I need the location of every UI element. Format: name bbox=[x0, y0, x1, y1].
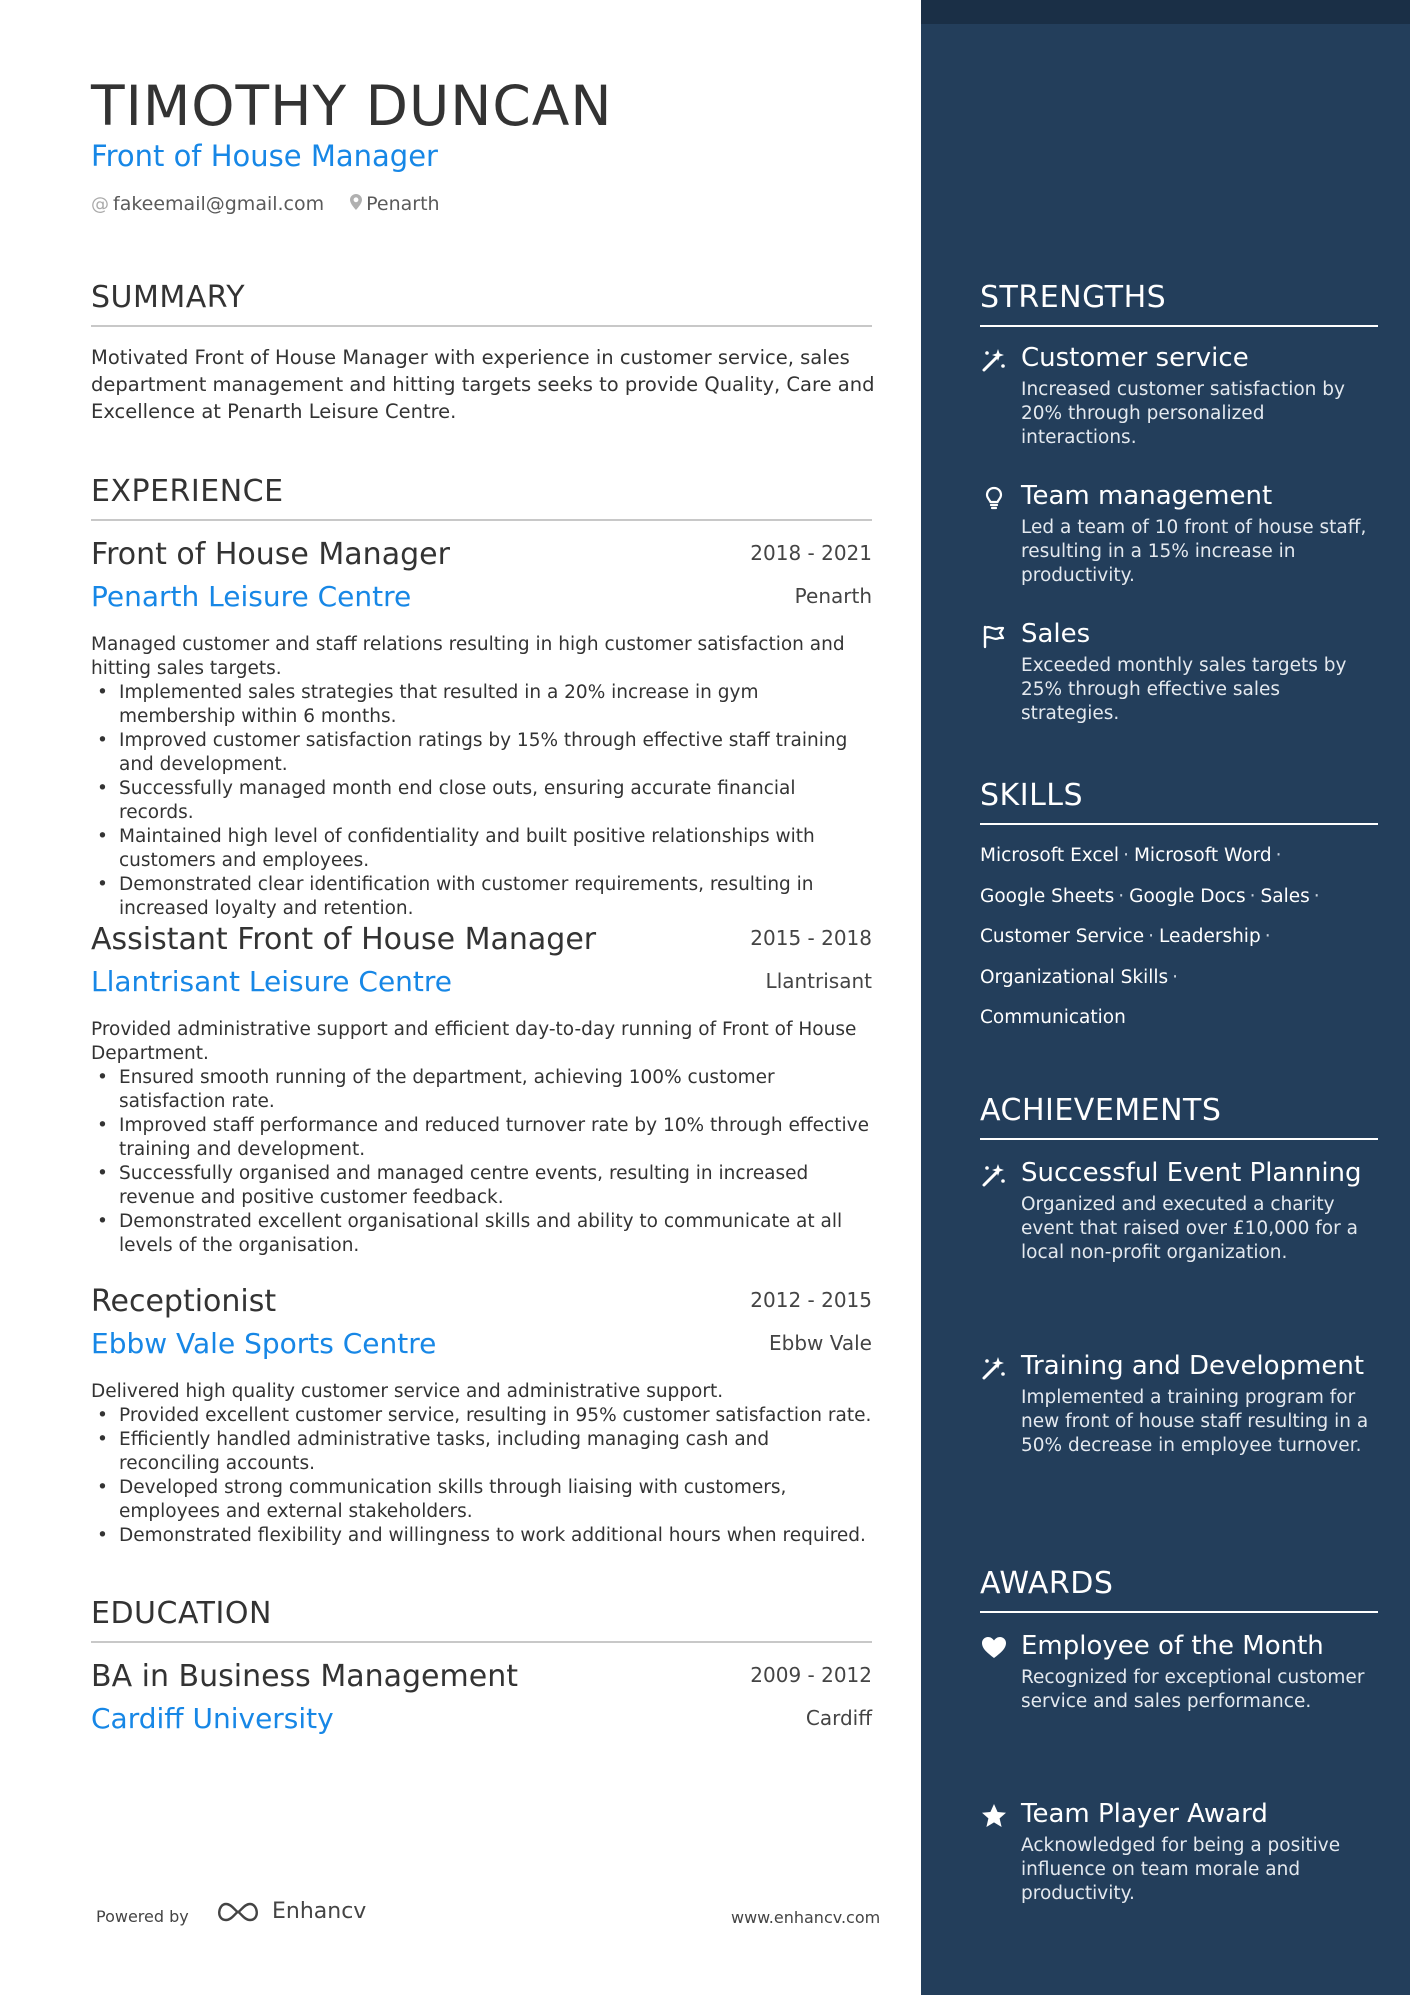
achievement-title: Successful Event Planning bbox=[1021, 1158, 1362, 1188]
list-item: • Maintained high level of confidentiality and built positive relationships with customers and employees. bbox=[91, 825, 872, 873]
job-location: Ebbw Vale bbox=[769, 1331, 872, 1355]
job-description: Provided administrative support and efficient day-to-day running of Front of House Department. bbox=[91, 1019, 857, 1064]
job-company: Ebbw Vale Sports Centre bbox=[91, 1327, 437, 1360]
skill-tag: Communication bbox=[980, 1007, 1126, 1028]
magic-wand-icon bbox=[980, 1354, 1008, 1382]
job-title: Assistant Front of House Manager bbox=[91, 922, 597, 957]
skill-separator: · bbox=[1118, 885, 1125, 907]
achievement-desc: Implemented a training program for new front of house staff resulting in a 50% decrease in employee turnover. bbox=[1021, 1387, 1369, 1456]
strength-item bbox=[980, 342, 1380, 450]
school-name: Cardiff University bbox=[91, 1702, 334, 1735]
location-text: Penarth bbox=[366, 193, 440, 215]
enhancv-logo[interactable] bbox=[214, 1899, 366, 1924]
list-item: • Demonstrated excellent organisational skills and ability to communicate at all levels of the organisation. bbox=[91, 1210, 872, 1258]
strength-title: Sales bbox=[1021, 619, 1091, 649]
job-entry bbox=[91, 1284, 872, 1548]
list-item: • Implemented sales strategies that resulted in a 20% increase in gym membership within 6 months. bbox=[91, 681, 872, 729]
skill-tag: Organizational Skills bbox=[980, 966, 1169, 988]
skill-separator: · bbox=[1313, 885, 1320, 907]
job-description: Managed customer and staff relations resulting in high customer satisfaction and hitting sales targets. bbox=[91, 634, 845, 679]
contact-line bbox=[91, 193, 440, 215]
achievements-heading: ACHIEVEMENTS bbox=[980, 1093, 1378, 1140]
job-title: Front of House Manager bbox=[91, 537, 450, 572]
job-company: Llantrisant Leisure Centre bbox=[91, 965, 453, 998]
strength-item bbox=[980, 480, 1380, 588]
job-company: Penarth Leisure Centre bbox=[91, 580, 412, 613]
job-bullets bbox=[91, 681, 872, 921]
job-dates: 2015 - 2018 bbox=[750, 926, 872, 950]
star-icon bbox=[980, 1802, 1008, 1830]
job-dates: 2012 - 2015 bbox=[750, 1288, 872, 1312]
list-item: • Developed strong communication skills through liaising with customers, employees and external stakeholders. bbox=[91, 1476, 872, 1524]
strength-desc: Increased customer satisfaction by 20% through personalized interactions. bbox=[1021, 379, 1345, 448]
list-item: • Successfully organised and managed centre events, resulting in increased revenue and positive customer feedback. bbox=[91, 1162, 872, 1210]
skill-tag: Sales bbox=[1260, 885, 1310, 907]
sidebar-content bbox=[921, 0, 1410, 1995]
award-title: Team Player Award bbox=[1021, 1799, 1268, 1829]
strength-item bbox=[980, 618, 1380, 726]
job-location: Penarth bbox=[794, 584, 872, 608]
skills-heading: SKILLS bbox=[980, 778, 1378, 825]
skill-separator: · bbox=[1172, 966, 1179, 988]
strengths-heading: STRENGTHS bbox=[980, 280, 1378, 327]
education-entry bbox=[91, 1659, 872, 1745]
job-entry bbox=[91, 537, 872, 921]
list-item: • Efficiently handled administrative tasks, including managing cash and reconciling accounts. bbox=[91, 1428, 872, 1476]
skill-tag: Customer Service bbox=[980, 926, 1145, 947]
job-location: Llantrisant bbox=[765, 969, 872, 993]
list-item: • Provided excellent customer service, resulting in 95% customer satisfaction rate. bbox=[91, 1404, 872, 1428]
lightbulb-icon bbox=[980, 484, 1008, 512]
achievement-title: Training and Development bbox=[1021, 1351, 1365, 1381]
skills-list bbox=[980, 836, 1378, 1039]
strength-desc: Led a team of 10 front of house staff, resulting in a 15% increase in productivity. bbox=[1021, 517, 1367, 586]
strength-title: Customer service bbox=[1021, 343, 1249, 373]
powered-by-label: Powered by bbox=[96, 1907, 189, 1926]
education-heading: EDUCATION bbox=[91, 1596, 872, 1643]
job-title: Receptionist bbox=[91, 1284, 277, 1319]
awards-heading: AWARDS bbox=[980, 1566, 1378, 1613]
experience-heading: EXPERIENCE bbox=[91, 474, 872, 521]
skill-tag: Microsoft Word bbox=[1133, 845, 1272, 866]
education-dates: 2009 - 2012 bbox=[750, 1663, 872, 1687]
list-item: • Demonstrated clear identification with customer requirements, resulting in increased loyalty and retention. bbox=[91, 873, 872, 921]
job-bullets bbox=[91, 1066, 872, 1258]
magic-wand-icon bbox=[980, 1161, 1008, 1189]
skill-tag: Leadership bbox=[1159, 926, 1261, 947]
brand-name: Enhancv bbox=[272, 1899, 367, 1924]
achievement-desc: Organized and executed a charity event that raised over £10,000 for a local non-profit organization. bbox=[1021, 1194, 1358, 1263]
magic-wand-icon bbox=[980, 346, 1008, 374]
flag-icon bbox=[980, 622, 1008, 650]
award-desc: Acknowledged for being a positive influence on team morale and productivity. bbox=[1021, 1835, 1341, 1904]
summary-heading: SUMMARY bbox=[91, 280, 872, 327]
school-location: Cardiff bbox=[805, 1706, 872, 1730]
skill-tag: Microsoft Excel bbox=[980, 845, 1120, 866]
degree-title: BA in Business Management bbox=[91, 1659, 518, 1694]
achievement-item bbox=[980, 1350, 1380, 1458]
heart-icon bbox=[980, 1634, 1008, 1662]
skill-separator: · bbox=[1148, 926, 1155, 947]
candidate-title: Front of House Manager bbox=[91, 139, 438, 173]
job-dates: 2018 - 2021 bbox=[750, 541, 872, 565]
job-bullets bbox=[91, 1404, 872, 1548]
skill-separator: · bbox=[1264, 926, 1271, 947]
summary-text: Motivated Front of House Manager with experience in customer service, sales department management and hitting targets seeks to provide Quality, Care and Excellence at Penarth Leisure Centre. bbox=[91, 346, 875, 423]
list-item: • Improved customer satisfaction ratings by 15% through effective staff training and development. bbox=[91, 729, 872, 777]
at-icon: @ bbox=[91, 193, 109, 215]
skill-separator: · bbox=[1275, 845, 1282, 866]
achievement-item bbox=[980, 1157, 1380, 1265]
award-desc: Recognized for exceptional customer service and sales performance. bbox=[1021, 1667, 1365, 1712]
award-item bbox=[980, 1798, 1380, 1906]
skill-tag: Google Docs bbox=[1129, 885, 1246, 907]
enhancv-logo-icon bbox=[214, 1900, 262, 1924]
list-item: • Demonstrated flexibility and willingness to work additional hours when required. bbox=[91, 1524, 872, 1548]
job-entry bbox=[91, 922, 872, 1258]
map-pin-icon bbox=[350, 194, 362, 215]
list-item: • Improved staff performance and reduced turnover rate by 10% through effective training and development. bbox=[91, 1114, 872, 1162]
skill-tag: Google Sheets bbox=[980, 885, 1115, 907]
list-item: • Ensured smooth running of the department, achieving 100% customer satisfaction rate. bbox=[91, 1066, 872, 1114]
award-title: Employee of the Month bbox=[1021, 1631, 1324, 1661]
award-item bbox=[980, 1630, 1380, 1714]
footer-url-link[interactable]: www.enhancv.com bbox=[731, 1908, 881, 1927]
skill-separator: · bbox=[1249, 885, 1256, 907]
email-link[interactable]: fakeemail@gmail.com bbox=[113, 193, 325, 215]
candidate-name: TIMOTHY DUNCAN bbox=[91, 74, 613, 138]
strength-title: Team management bbox=[1021, 481, 1273, 511]
strength-desc: Exceeded monthly sales targets by 25% through effective sales strategies. bbox=[1021, 655, 1347, 724]
list-item: • Successfully managed month end close outs, ensuring accurate financial records. bbox=[91, 777, 872, 825]
skill-separator: · bbox=[1123, 845, 1129, 866]
job-description: Delivered high quality customer service and administrative support. bbox=[91, 1381, 724, 1402]
